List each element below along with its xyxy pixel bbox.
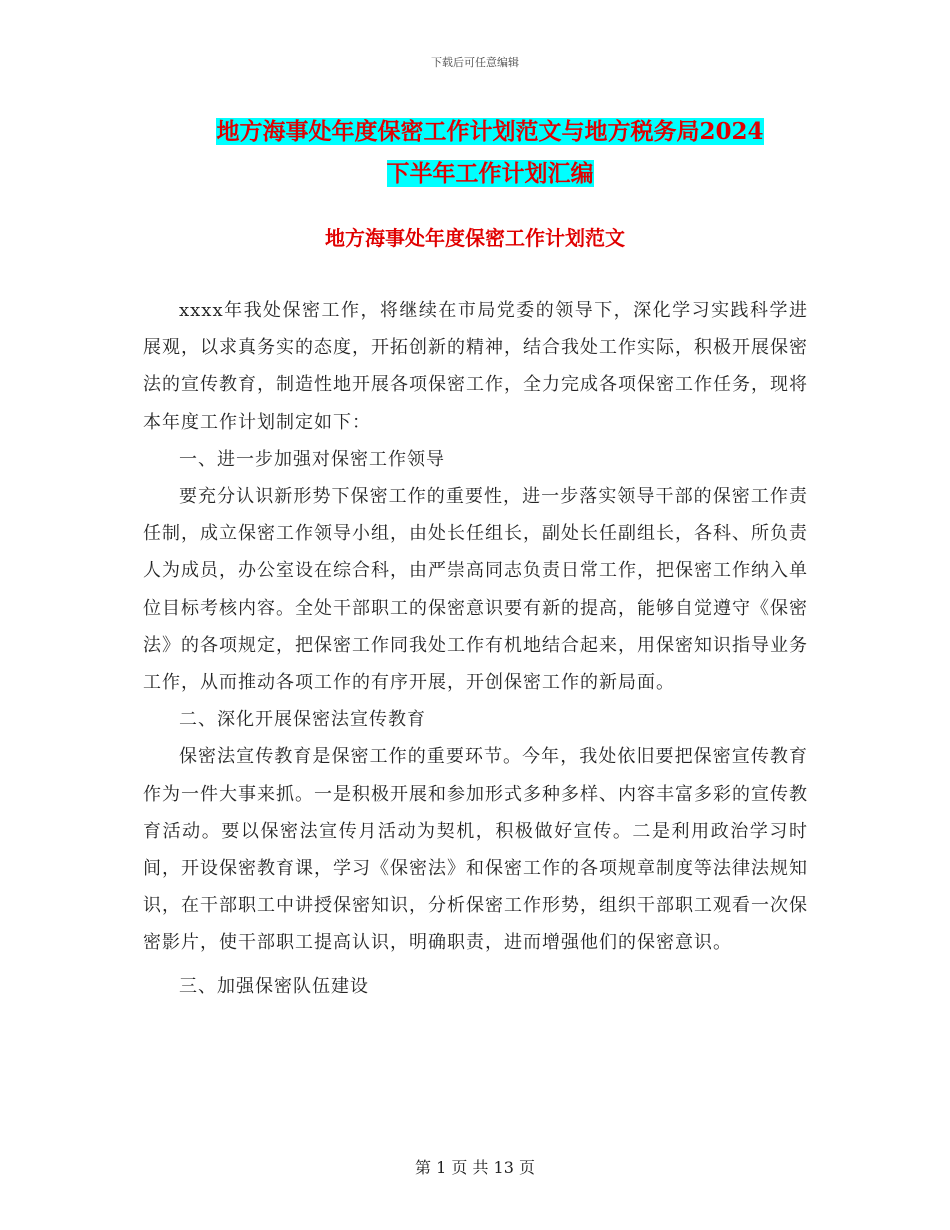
paragraph: 保密法宣传教育是保密工作的重要环节。今年，我处依旧要把保密宣传教育作为一件大事来抓。一是积极开展和参加形式多种多样、内容丰富多彩的宣传教育活动。要以保密法宣传月活动为契机，积极做好宣传。二是利用政治学习时间，开设保密教育课，学习《保密法》和保密工作的各项规章制度等法律法规知识，在干部职工中讲授保密知识，分析保密工作形势，组织干部职工观看一次保密影片，使干部职工提高认识，明确职责，进而增强他们的保密意识。 [143,746,808,954]
section-heading: 三、加强保密队伍建设 [179,975,369,997]
header-note: 下载后可任意编辑 [431,56,519,69]
section-heading: 一、进一步加强对保密工作领导 [179,448,445,470]
paragraph: 要充分认识新形势下保密工作的重要性，进一步落实领导干部的保密工作责任制，成立保密工作领导小组，由处长任组长，副处长任副组长，各科、所负责人为成员，办公室设在综合科，由严崇高同志负责日常工作，把保密工作纳入单位目标考核内容。全处干部职工的保密意识要有新的提高，能够自觉遵守《保密法》的各项规定，把保密工作同我处工作有机地结合起来，用保密知识指导业务工作，从而推动各项工作的有序开展，开创保密工作的新局面。 [143,486,808,694]
document-title [150,111,830,195]
section-title: 地方海事处年度保密工作计划范文 [325,226,625,250]
title-line-2: 下半年工作计划汇编 [386,160,594,187]
paragraph: xxxx年我处保密工作，将继续在市局党委的领导下，深化学习实践科学进展观，以求真务实的态度，开拓创新的精神，结合我处工作实际，积极开展保密法的宣传教育，制造性地开展各项保密工作，全力完成各项保密工作任务，现将本年度工作计划制定如下： [143,300,808,433]
document-body [143,292,808,1005]
page-footer: 第 1 页 共 13 页 [415,1158,535,1177]
title-line-1: 地方海事处年度保密工作计划范文与地方税务局2024 [216,118,764,145]
section-heading: 二、深化开展保密法宣传教育 [179,709,426,731]
